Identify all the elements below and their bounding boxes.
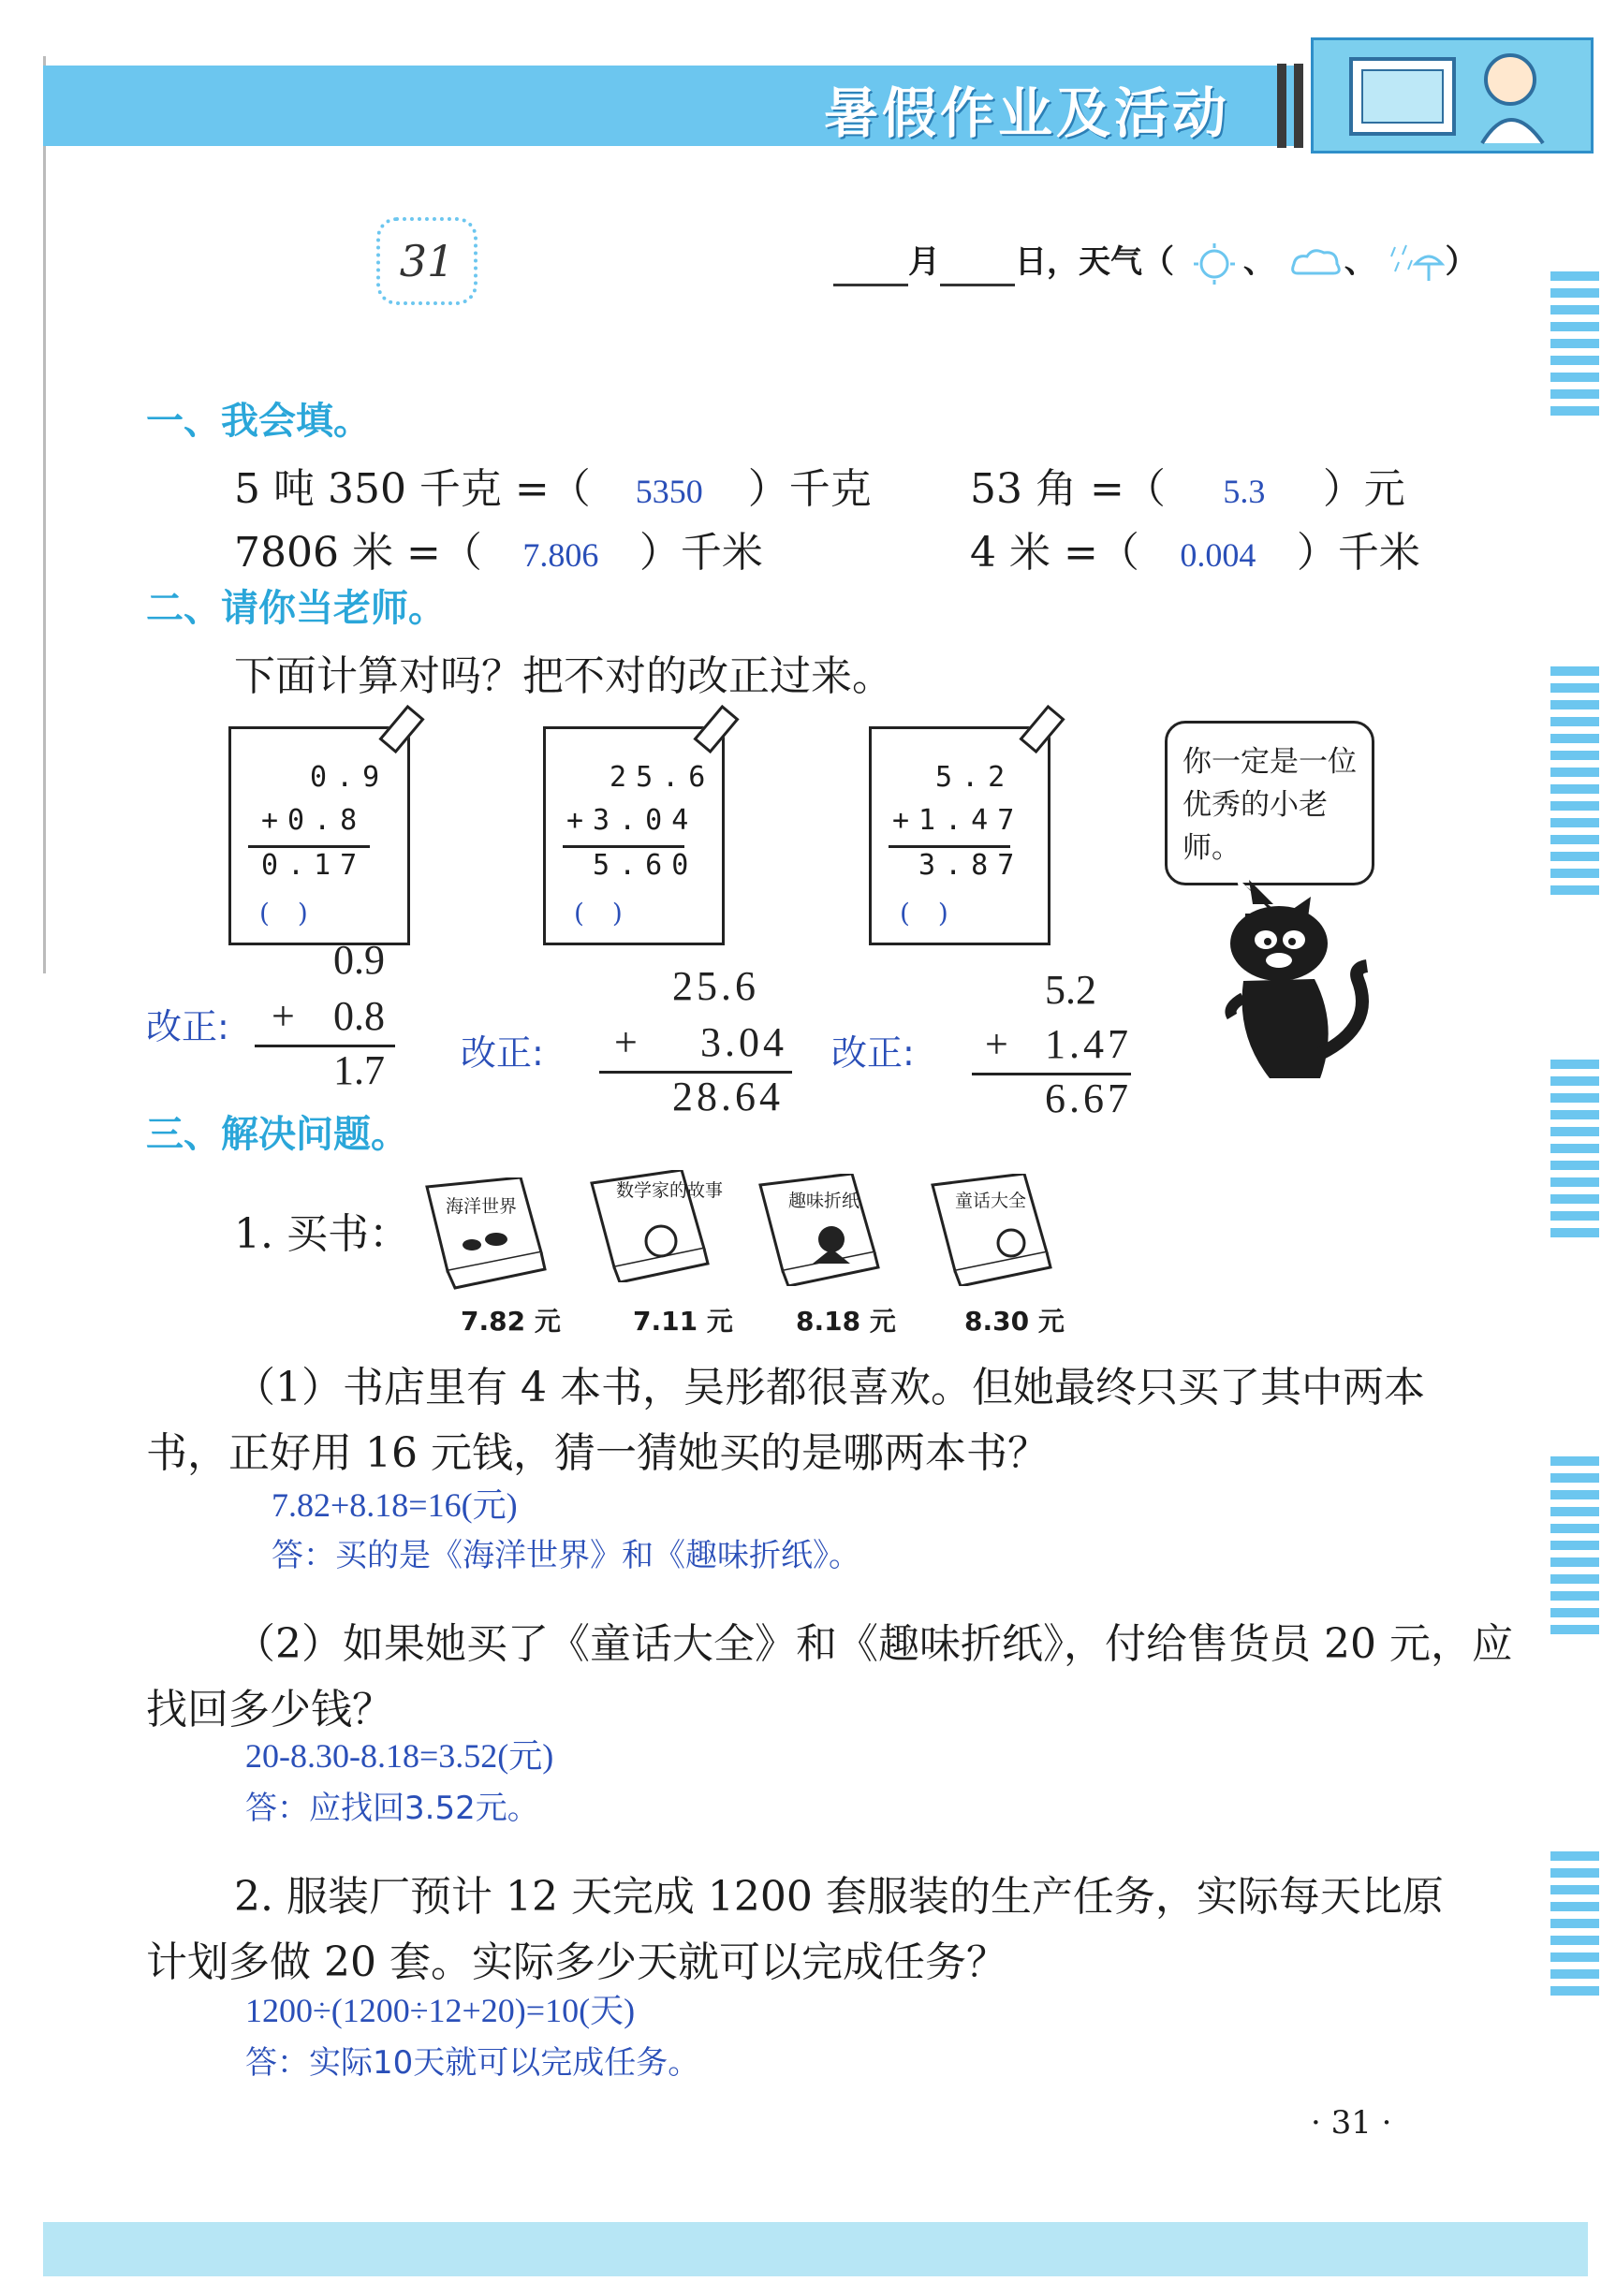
day-number-badge: 31 (376, 217, 477, 305)
rainy-icon (1388, 241, 1446, 286)
header-divider (1294, 64, 1303, 148)
correction-b: 0.8 (333, 993, 385, 1039)
question-text: ）千米 (639, 529, 763, 577)
correction-b: 3.04 (700, 1019, 787, 1065)
question-text: 书，正好用 16 元钱，猜一猜她买的是哪两本书？ (146, 1429, 1049, 1477)
answer-calc: 1200÷(1200÷12+20)=10(天) (245, 1992, 636, 2029)
question-text: 7806 米 =（ (234, 529, 482, 577)
note-result: 5.60 (566, 849, 698, 882)
answer-text: 答：实际10天就可以完成任务。 (245, 2044, 700, 2082)
fill-item (234, 455, 872, 515)
cloudy-icon (1286, 241, 1344, 286)
note-line: +3.04 (566, 804, 698, 837)
book-price: 8.30 元 (964, 1306, 1065, 1337)
header-divider (1277, 64, 1286, 148)
question-text: 4 米 =（ (970, 529, 1139, 577)
tape-icon (693, 705, 739, 753)
tape-icon (378, 705, 424, 753)
note-line: 5.2 (909, 761, 1015, 794)
answer-calc: 20-8.30-8.18=3.52(元) (245, 1737, 554, 1775)
note-line: 0.9 (284, 761, 389, 794)
header-title: 暑假作业及活动 (824, 81, 1231, 145)
question-text: ）千米 (1296, 529, 1420, 577)
book-mathematician-story (588, 1170, 724, 1282)
answer-text: 答：买的是《海洋世界》和《趣味折纸》。 (272, 1537, 860, 1574)
answer-text: 5350 (635, 473, 703, 510)
book-fairy-tales (927, 1174, 1058, 1286)
side-stripes (1550, 271, 1599, 423)
day-blank (940, 256, 1015, 286)
correction-a: 25.6 (672, 963, 759, 1009)
question-text: （2）如果她买了《童话大全》和《趣味折纸》，付给售货员 20 元，应 (234, 1620, 1513, 1668)
paper-note (228, 726, 410, 945)
fill-item (234, 519, 763, 578)
bottom-band (43, 2222, 1588, 2276)
date-weather-line (833, 236, 1477, 286)
close-paren: ） (1445, 243, 1477, 281)
question-text: 53 角 =（ (970, 465, 1166, 513)
sunny-icon (1185, 241, 1243, 286)
note-line: +0.8 (261, 804, 367, 837)
note-parens: () (900, 898, 977, 929)
book-title: 数学家的故事 (616, 1180, 724, 1201)
cat-icon (1217, 876, 1386, 1101)
correction-a: 5.2 (1045, 967, 1096, 1013)
paper-note (543, 726, 725, 945)
correction-sum: 28.64 (672, 1074, 784, 1119)
question-text: 2. 服装厂预计 12 天完成 1200 套服装的生产任务，实际每天比原 (234, 1873, 1444, 1921)
tape-icon (1019, 705, 1065, 753)
correction-sum: 1.7 (333, 1047, 385, 1093)
book-price: 7.11 元 (633, 1306, 733, 1337)
month-blank (833, 256, 908, 286)
page-number: · 31 · (1311, 2104, 1392, 2142)
question-text: （1）书店里有 4 本书，吴彤都很喜欢。但她最终只买了其中两本 (234, 1364, 1425, 1411)
correction-op: + (272, 993, 295, 1039)
correction-op: + (614, 1019, 638, 1065)
answer-calc: 7.82+8.18=16(元) (272, 1486, 518, 1524)
day-label: 日 (1015, 243, 1047, 281)
note-line: +1.47 (892, 804, 1024, 837)
answer-text: 答：应找回3.52元。 (245, 1790, 539, 1827)
correction-sum: 6.67 (1045, 1075, 1132, 1121)
separator: 、 (1344, 243, 1376, 281)
section3-title: 三、解决问题。 (146, 1113, 408, 1156)
book-fun-origami (755, 1174, 886, 1286)
question-text: ）元 (1322, 465, 1405, 513)
fill-item (970, 519, 1420, 578)
header-illustration (1311, 37, 1594, 154)
section1-title: 一、我会填。 (146, 400, 371, 443)
note-result: 3.87 (892, 849, 1024, 882)
q1-label: 1. 买书： (234, 1210, 410, 1258)
question-text: 5 吨 350 千克 =（ (234, 465, 591, 513)
paper-note (869, 726, 1050, 945)
book-ocean-world (418, 1177, 549, 1290)
question-text: ）千克 (747, 465, 872, 513)
side-stripes (1550, 1060, 1599, 1245)
book-title: 趣味折纸 (788, 1191, 860, 1211)
correction-op: + (985, 1021, 1008, 1067)
question-text: 计划多做 20 套。实际多少天就可以完成任务？ (146, 1938, 1007, 1986)
side-stripes (1550, 1456, 1599, 1642)
answer-text: 5.3 (1223, 473, 1266, 510)
book-price: 8.18 元 (796, 1306, 896, 1337)
side-stripes (1550, 666, 1599, 902)
note-rule (563, 845, 684, 848)
answer-text: 7.806 (522, 536, 599, 574)
section2-title: 二、请你当老师。 (146, 587, 446, 630)
note-parens: () (259, 898, 336, 929)
note-result: 0.17 (261, 849, 367, 882)
separator: 、 (1242, 243, 1275, 281)
correction-label: 改正: (146, 1006, 229, 1047)
month-label: 月 (908, 243, 940, 281)
computer-illustration-icon (1314, 40, 1591, 151)
book-title: 童话大全 (955, 1191, 1027, 1211)
correction-b: 1.47 (1045, 1021, 1132, 1067)
side-stripes (1550, 1851, 1599, 2003)
correction-a: 0.9 (333, 937, 385, 983)
page-left-edge (0, 56, 46, 973)
book-title: 海洋世界 (446, 1196, 518, 1217)
speech-bubble (1165, 721, 1374, 885)
note-line: 25.6 (583, 761, 715, 794)
correction-label: 改正: (461, 1032, 544, 1074)
bubble-text: 你一定是一位优秀的小老师。 (1183, 745, 1357, 865)
weather-label: ，天气（ (1047, 243, 1174, 281)
section2-prompt: 下面计算对吗？把不对的改正过来。 (234, 652, 893, 700)
fill-item (970, 455, 1405, 515)
question-text: 找回多少钱？ (146, 1686, 393, 1733)
note-rule (889, 845, 1010, 848)
book-price: 7.82 元 (461, 1306, 561, 1337)
note-parens: () (574, 898, 651, 929)
note-rule (248, 845, 370, 848)
correction-label: 改正: (831, 1032, 915, 1074)
answer-text: 0.004 (1180, 536, 1256, 574)
